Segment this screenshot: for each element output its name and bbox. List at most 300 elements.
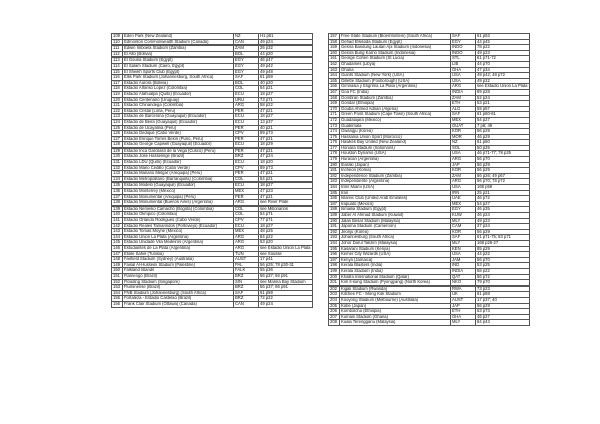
index-number: 183 xyxy=(329,179,340,185)
country-code: ECU xyxy=(234,160,259,166)
page-reference: 50 p25 xyxy=(476,145,530,151)
index-number: 126 xyxy=(112,131,123,137)
page-reference: 168 p26-27 xyxy=(476,240,530,246)
country-code: ECU xyxy=(234,142,259,148)
index-number: 193 xyxy=(329,235,340,241)
page-reference: 53 p73 xyxy=(476,309,530,315)
country-code: SOL xyxy=(451,145,476,151)
page-reference: 18 p27 xyxy=(259,183,313,189)
page-reference: 54 p71 xyxy=(259,212,313,218)
stadium-name: Hawkes Bay United (New Zealand) xyxy=(340,140,451,146)
stadium-name: Guadalajara (Mexico) xyxy=(340,117,451,123)
index-number: 132 xyxy=(112,165,123,171)
index-number: 116 xyxy=(112,75,123,81)
page-reference: 73 p23 xyxy=(476,286,530,292)
index-number: 203 xyxy=(329,292,340,298)
page-reference: 47 p21 xyxy=(259,108,313,114)
stadium-name: Inter Miami (USA) xyxy=(340,185,451,191)
country-code: MOR xyxy=(451,134,476,140)
page-reference: 56 p29 xyxy=(476,162,530,168)
stadium-name: Guatemala xyxy=(340,123,451,129)
country-code: INDO xyxy=(451,50,476,56)
index-number: 189 xyxy=(329,213,340,219)
index-number: 149 xyxy=(112,262,123,268)
index-number: 142 xyxy=(112,223,123,229)
country-code: MEX xyxy=(234,229,259,235)
index-number: 161 xyxy=(329,56,340,62)
page-reference: 47 p21 xyxy=(259,171,313,177)
page-reference: 37 p24 xyxy=(476,224,530,230)
stadium-name: Estadio Modelo (Guayaquil) (Ecuador) xyxy=(123,183,234,189)
country-code: ARG xyxy=(234,103,259,109)
page-reference: 18 p27 xyxy=(259,223,313,229)
index-number: 158 xyxy=(329,39,340,45)
stadium-name: Giants Stadium (New York) (USA) xyxy=(340,73,451,79)
index-number: 200 xyxy=(329,274,340,280)
page-reference: 58 p22 xyxy=(259,103,313,109)
index-number: 171 xyxy=(329,112,340,118)
index-number: 157 xyxy=(329,34,340,40)
stadium-name: Gelora Bung Karno Stadium (Indonesia) xyxy=(340,50,451,56)
stadium-name: Frank Clair Stadium (Ottawa) (Canada) xyxy=(123,301,234,307)
index-number: 123 xyxy=(112,114,123,120)
stadium-name: Gondar (Ethiopia) xyxy=(340,101,451,107)
index-number: 185 xyxy=(329,190,340,196)
stadium-name: Honiara Stadium (Solomons) xyxy=(340,145,451,151)
index-number: 162 xyxy=(329,61,340,67)
index-number: 174 xyxy=(329,129,340,135)
country-code: NZ xyxy=(234,34,259,40)
country-code: USA xyxy=(451,185,476,191)
index-number: 188 xyxy=(329,207,340,213)
country-code: SIN xyxy=(234,279,259,285)
index-number: 191 xyxy=(329,224,340,230)
page-reference: 56 p29 xyxy=(476,229,530,235)
stadium-name: Edwin Imboela Stadium (Zambia) xyxy=(123,46,234,52)
country-code: MEX xyxy=(234,189,259,195)
page-reference: 61 p68 xyxy=(476,292,530,298)
index-number: 167 xyxy=(329,89,340,95)
stadium-name: El Gouna Stadium (Egypt) xyxy=(123,58,234,64)
stadium-name: Estudiantes de La Plata (Argentina) xyxy=(123,245,234,251)
country-code: KUW xyxy=(451,213,476,219)
country-code: ARG xyxy=(451,157,476,163)
page-reference: 55 p36 xyxy=(259,268,313,274)
page-reference: 56 p37; 66 p91 xyxy=(259,273,313,279)
page-reference: 44 p20 xyxy=(259,51,313,57)
stadium-name: Estadio Aurora (Bolivia) xyxy=(123,80,234,86)
index-number: 154 xyxy=(112,290,123,296)
page-reference: 77 p71 xyxy=(259,218,313,224)
index-number: 143 xyxy=(112,229,123,235)
index-number: 137 xyxy=(112,194,123,200)
stadium-name: Estadio Atahualpa (Quito) (Ecuador) xyxy=(123,91,234,97)
index-number: 119 xyxy=(112,91,123,97)
country-code: SAF xyxy=(451,112,476,118)
index-number: 144 xyxy=(112,234,123,240)
index-number: 204 xyxy=(329,297,340,303)
page-reference: 56 p72 xyxy=(476,274,530,280)
index-number: 190 xyxy=(329,218,340,224)
page-reference: 46 p24 xyxy=(476,213,530,219)
country-code: SAF xyxy=(451,235,476,241)
page-reference: 46 p27 xyxy=(476,314,530,320)
page-reference: 78 p22 xyxy=(476,45,530,51)
table-row xyxy=(329,320,530,326)
country-code: CPV xyxy=(234,218,259,224)
stadium-name: Ghadames (Libya) xyxy=(340,61,451,67)
page-reference: 56 p25; 78 p30-31 xyxy=(259,262,313,268)
page-reference: 89 p73 xyxy=(259,131,313,137)
stadium-name: Estadio George Capwell (Guayaquil) (Ecuador) xyxy=(123,142,234,148)
page-reference: 17 p37; 40 xyxy=(476,297,530,303)
page-reference: 54 p21 xyxy=(259,86,313,92)
country-code: MLY xyxy=(451,218,476,224)
country-code: ALG xyxy=(451,106,476,112)
country-code: JAP xyxy=(451,303,476,309)
page-reference: 58 p22 xyxy=(476,268,530,274)
stadium-name: Kombolcha (Ethiopia) xyxy=(340,309,451,315)
country-code: TUN xyxy=(234,251,259,257)
stadium-name: Estadio Monumental (Buenos Aires) (Argentina) xyxy=(123,200,234,206)
index-number: 199 xyxy=(329,268,340,274)
index-number: 206 xyxy=(329,309,340,315)
page-reference: 47 p34 xyxy=(476,67,530,73)
stadium-name: Japoma Stadium (Cameroon) xyxy=(340,224,451,230)
stadium-name: Irapuato (Mexico) xyxy=(340,201,451,207)
stadium-name: Kasarani Stadium (Kenya) xyxy=(340,246,451,252)
country-code: INDIA xyxy=(451,89,476,95)
country-code: NKO xyxy=(451,280,476,286)
country-code: GUAT xyxy=(451,123,476,129)
country-code: ECU xyxy=(234,223,259,229)
stadium-name: Kumasi Stadium (Ghana) xyxy=(340,314,451,320)
country-code: ZAM xyxy=(451,173,476,179)
country-code: ZAM xyxy=(451,95,476,101)
country-code: GHA xyxy=(451,67,476,73)
page-reference: 7 p6; 49 xyxy=(476,123,530,129)
index-number: 159 xyxy=(329,45,340,51)
stadium-name: Estadio de Barcelona (Guayaquil) (Ecuador) xyxy=(123,114,234,120)
page-reference: 49 p23 xyxy=(476,218,530,224)
page-reference: 44 p22 xyxy=(476,252,530,258)
page-reference: 56 p70 xyxy=(476,257,530,263)
country-code: KOR xyxy=(451,129,476,135)
page-reference: 25 p21 xyxy=(476,190,530,196)
page-reference: 17 p41 xyxy=(259,257,313,263)
country-code: EGY xyxy=(234,63,259,69)
page-reference: 46 p71-77; 78 p25 xyxy=(476,151,530,157)
country-code: QAT xyxy=(451,274,476,280)
index-number: 196 xyxy=(329,252,340,258)
page-reference: 46 p47 xyxy=(259,58,313,64)
country-code: KOR xyxy=(451,229,476,235)
page-reference: 56 p70 xyxy=(476,157,530,163)
stadium-name: Edmonton Commonwealth Stadium (Canada) xyxy=(123,39,234,45)
index-number: 128 xyxy=(112,142,123,148)
country-code: PER xyxy=(234,194,259,200)
stadium-name: Khalifa International Stadium (Qatar) xyxy=(340,274,451,280)
stadium-name: Estadio Nemesio Camacho (Bogota) (Colombia) xyxy=(123,206,234,212)
page-reference: 56 p26; 49 p67 xyxy=(476,173,530,179)
stadium-name: Eden Park (New Zealand) xyxy=(123,34,234,40)
page-reference: see River Plate xyxy=(259,200,313,206)
page-reference: 47 p21 xyxy=(259,136,313,142)
index-number: 109 xyxy=(112,34,123,40)
stadium-name: Estadio Chinandega (Colombia) xyxy=(123,103,234,109)
country-code: JAM xyxy=(451,257,476,263)
index-number: 194 xyxy=(329,240,340,246)
stadium-name: Fluminense (Brazil) xyxy=(123,285,234,291)
country-code: CAN xyxy=(234,39,259,45)
index-number: 121 xyxy=(112,103,123,109)
page-reference: 49 p24 xyxy=(259,301,313,307)
index-number: 129 xyxy=(112,148,123,154)
index-number: 155 xyxy=(112,296,123,302)
stadium-name: Kooyong Stadium (Melbourne) (Australia) xyxy=(340,297,451,303)
page-reference: 46 p72 xyxy=(476,196,530,202)
stadium-name: Independiente (Argentina) xyxy=(340,179,451,185)
stadium-name: Estadio Orlando Rodrigues (Cabo Verde) xyxy=(123,218,234,224)
index-number: 110 xyxy=(112,39,123,45)
country-code: BRZ xyxy=(234,285,259,291)
country-code: MLY xyxy=(451,320,476,326)
country-code: ECU xyxy=(234,91,259,97)
index-number: 118 xyxy=(112,86,123,92)
index-number: 172 xyxy=(329,117,340,123)
stadium-name: Jaber Al Ahmad Stadium (Kuwait) xyxy=(340,213,451,219)
index-number: 114 xyxy=(112,63,123,69)
stadium-name: Johannesburg (South Africa) xyxy=(340,235,451,241)
page-reference: 56 p29 xyxy=(476,129,530,135)
country-code: PER xyxy=(234,108,259,114)
page-reference: see Marina Bay Stadium xyxy=(259,279,313,285)
page-reference: 18 p29 xyxy=(259,142,313,148)
stadium-name: Estadio Olimpico (Colombia) xyxy=(123,212,234,218)
index-number: 150 xyxy=(112,268,123,274)
page-reference: H1 p51 xyxy=(259,34,313,40)
country-code: PER xyxy=(234,148,259,154)
country-code: COL xyxy=(234,206,259,212)
page-reference: 85 p29 xyxy=(476,246,530,252)
country-code: ETH xyxy=(451,101,476,107)
index-number: 180 xyxy=(329,162,340,168)
country-code: CPV xyxy=(234,131,259,137)
stadium-name: Kenya (Jamaica) xyxy=(340,257,451,263)
country-code: BRZ xyxy=(234,296,259,302)
page-reference: 49 p22 xyxy=(476,78,530,84)
country-code: MLY xyxy=(451,240,476,246)
page-reference: see Estadio Union La Plata xyxy=(260,245,311,250)
stadium-name: Kerala Blasters (India) xyxy=(340,263,451,269)
country-code: SAF xyxy=(234,290,259,296)
page-reference: 53 p20 xyxy=(259,240,313,246)
country-code: MEX xyxy=(451,117,476,123)
stadium-name: Estadio Mariano Melgar (Arequipa) (Peru) xyxy=(123,171,234,177)
country-code: GHA xyxy=(451,314,476,320)
page-reference: 84 p22 xyxy=(259,234,313,240)
country-code: COL xyxy=(234,212,259,218)
country-code: BRZ xyxy=(234,154,259,160)
page-reference: 54 p27 xyxy=(476,117,530,123)
stadium-name: Independence Stadium (Zambia) xyxy=(340,173,451,179)
stadium-name: Islamic Club (United Arab Emirates) xyxy=(340,196,451,202)
stadium-name: El Salam Stadium (Cairo, Egypt) xyxy=(123,63,234,69)
stadium-name: Jalan Besar Stadium (Malaysia) xyxy=(340,218,451,224)
stadium-name: Estadio Metropolitano (Barranquilla) (Colombia) xyxy=(123,176,234,182)
index-number: 139 xyxy=(112,206,123,212)
country-code: ARG xyxy=(234,245,259,251)
country-code: PER xyxy=(234,171,259,177)
stadium-name: Gelora Bandung Lautan Api Stadium (Indonesia) xyxy=(340,45,451,51)
country-code: NZ xyxy=(451,140,476,146)
country-code: MEX xyxy=(451,201,476,207)
page-reference: 18 p20 xyxy=(259,160,313,166)
index-number: 197 xyxy=(329,257,340,263)
index-number: 195 xyxy=(329,246,340,252)
index-number: 130 xyxy=(112,154,123,160)
page-reference: 61 p71-75; 83 p71 xyxy=(476,235,530,241)
stadium-name: Estadio Enrique Torres Belon (Puno, Peru) xyxy=(123,136,234,142)
index-number: 181 xyxy=(329,168,340,174)
page-reference: 54 p27 xyxy=(476,201,530,207)
country-code: INDO xyxy=(451,45,476,51)
country-code: AUST xyxy=(234,257,259,263)
country-code: USA xyxy=(451,252,476,258)
page-reference: 44 p45 xyxy=(476,39,530,45)
stadium-name: Ellis Park Stadium (Johannesburg, South Africa) xyxy=(123,75,234,81)
index-number: 124 xyxy=(112,119,123,125)
stadium-name: Kemer City Wizards (USA) xyxy=(340,252,451,258)
index-number: 145 xyxy=(112,240,123,246)
index-number: 135 xyxy=(112,183,123,189)
stadium-name: Flooding Stadium (Singapore) xyxy=(123,279,234,285)
index-number: 201 xyxy=(329,280,340,286)
country-code: STL xyxy=(451,56,476,62)
stadium-name: Etoile Sahel (Tunisia) xyxy=(123,251,234,257)
page-reference: 61 p59 xyxy=(259,290,313,296)
country-code: ARG xyxy=(451,179,476,185)
country-code: ARG xyxy=(234,200,259,206)
page-reference: 59 p57 xyxy=(476,106,530,112)
page-reference: see Estadio Union La Plata xyxy=(477,83,528,89)
stadium-name: Estadio Monterrey (Mexico) xyxy=(123,189,234,195)
page-reference: 49 p42 xyxy=(259,63,313,69)
page-reference: 47 p21 xyxy=(259,148,313,154)
country-code: EGY xyxy=(234,58,259,64)
country-code: BOL xyxy=(234,51,259,57)
country-code: KOR xyxy=(451,168,476,174)
stadium-name: Kuala Terengganu (Malaysia) xyxy=(340,320,451,326)
stadium-name: Gehad Elsisoda Stadium (Egypt) xyxy=(340,39,451,45)
country-code: KEN xyxy=(451,246,476,252)
stadium-name: Gombran Stadium (Zambia) xyxy=(340,95,451,101)
index-number: 160 xyxy=(329,50,340,56)
stadium-name: Estadio Jose Hasselinge (Brazil) xyxy=(123,154,234,160)
page-reference: 56 p29 xyxy=(476,168,530,174)
index-number: 198 xyxy=(329,263,340,269)
page-reference: 48 p25 xyxy=(259,229,313,235)
index-number: 152 xyxy=(112,279,123,285)
country-code: CAM xyxy=(451,224,476,230)
country-code: UK xyxy=(451,292,476,298)
index-number: 127 xyxy=(112,136,123,142)
index-number: 113 xyxy=(112,58,123,64)
table-row xyxy=(112,301,313,307)
stadium-name: Gouba Ahmed Adnan (Algeria) xyxy=(340,106,451,112)
index-number: 111 xyxy=(112,46,123,52)
page-reference: 56 p70; 78 p72 xyxy=(476,179,530,185)
index-number: 147 xyxy=(112,251,123,257)
country-code: COL xyxy=(234,176,259,182)
page-reference: 46 p29 xyxy=(476,134,530,140)
country-code: PER xyxy=(234,136,259,142)
country-code: ECU xyxy=(234,183,259,189)
stadium-name: Hassania Union Sport (Morocco) xyxy=(340,134,451,140)
page-reference: 61 p59 xyxy=(259,75,313,81)
stadium-name: Gwangju (Korea) xyxy=(340,129,451,135)
country-code: BRZ xyxy=(234,273,259,279)
page-reference: 40 p20 xyxy=(259,80,313,86)
index-number: 202 xyxy=(329,286,340,292)
country-code: ARG xyxy=(234,234,259,240)
stadium-name: Kobe (Japan) xyxy=(340,303,451,309)
index-number: 163 xyxy=(329,67,340,73)
country-code: ARG xyxy=(451,84,476,90)
index-number: 186 xyxy=(329,196,340,202)
page-reference: 168 p59 xyxy=(476,185,530,191)
country-code: IND xyxy=(451,263,476,269)
stadium-name: Ghana xyxy=(340,67,451,73)
country-code: FALK xyxy=(234,268,259,274)
index-number: 140 xyxy=(112,212,123,218)
stadium-name: Kerala Stadium (India) xyxy=(340,268,451,274)
page-reference: 49 p23 xyxy=(476,50,530,56)
country-code: PER xyxy=(234,125,259,131)
index-number: 153 xyxy=(112,285,123,291)
index-number: 175 xyxy=(329,134,340,140)
stadium-name: Estadio Unidade Vila Medeiros (Argentina) xyxy=(123,240,234,246)
stadium-name: Estadio Centenario (Uruguay) xyxy=(123,97,234,103)
country-code: EGY xyxy=(451,39,476,45)
country-code: CPV xyxy=(234,165,259,171)
page-reference: 49 p24 xyxy=(259,39,313,45)
page-reference: 73 p71 xyxy=(259,97,313,103)
country-code: ARG xyxy=(234,240,259,246)
page-reference: 13 p37 xyxy=(259,119,313,125)
index-number: 164 xyxy=(329,73,340,79)
country-code: ETH xyxy=(451,309,476,315)
index-number: 151 xyxy=(112,273,123,279)
index-number: 177 xyxy=(329,145,340,151)
stadium-name: Estadio de Beira (Guayaquil) (Ecuador) xyxy=(123,119,234,125)
page-reference: 26 p32 xyxy=(259,46,313,52)
index-number: 184 xyxy=(329,185,340,191)
stadium-name: El Sheikh Sports Club (Egypt) xyxy=(123,69,234,75)
index-number: 120 xyxy=(112,97,123,103)
page-reference: 46 p35 xyxy=(476,207,530,213)
page-reference: 53 p25 xyxy=(476,263,530,269)
page-reference: 47 p23 xyxy=(259,189,313,195)
stadium-name: Gillette Stadium (Foxborough) (USA) xyxy=(340,78,451,84)
country-code: USA xyxy=(451,78,476,84)
index-number: 136 xyxy=(112,189,123,195)
country-code: BOL xyxy=(234,80,259,86)
index-number: 208 xyxy=(329,320,340,326)
country-code: AUST xyxy=(451,297,476,303)
stadium-name: George Cohen Stadium (St Lucia) xyxy=(340,56,451,62)
stadium-name: Estadio Reales Tamarindos (Portoviejo) (Ecuador) xyxy=(123,223,234,229)
